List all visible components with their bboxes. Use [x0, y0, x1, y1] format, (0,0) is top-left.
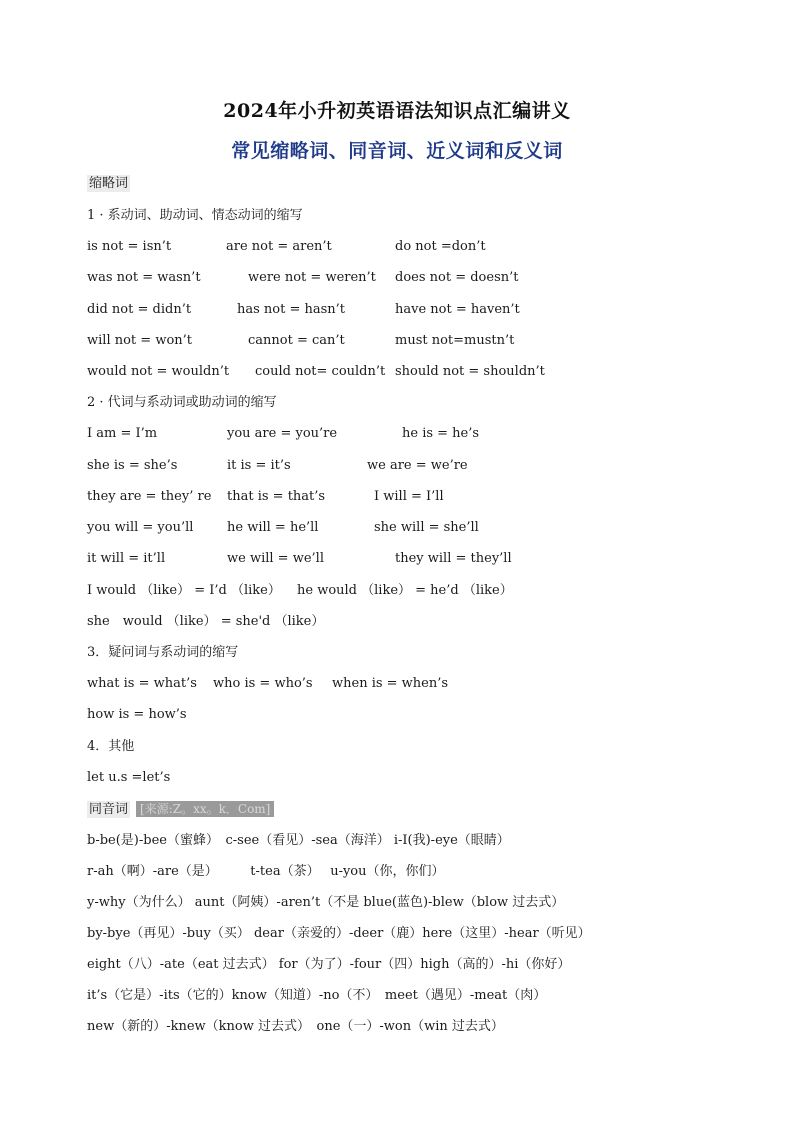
contraction-cell: it will = it’ll	[87, 551, 166, 566]
contraction-cell: must not=mustn’t	[395, 333, 515, 348]
contraction-cell: who is = who’s	[213, 676, 313, 691]
contraction-cell: he will = he’ll	[227, 520, 319, 535]
contraction-cell: he would （like） = he’d （like）	[297, 583, 513, 598]
section-heading-label: 缩略词	[89, 176, 129, 191]
homophone-line: eight（八）-ate（eat 过去式） for（为了）-four（四）high（高的）-hi（你好）	[87, 957, 571, 972]
homophone-line: it’s（它是）-its（它的）know（知道）-no（不） meet（遇见）-meat（肉）	[87, 988, 547, 1003]
contraction-cell: should not = shouldn’t	[395, 364, 545, 379]
contraction-cell: is not = isn’t	[87, 239, 172, 254]
subheading-4: 4．其他	[87, 739, 135, 754]
contraction-cell: were not = weren’t	[248, 270, 376, 285]
contraction-cell: I will = I’ll	[374, 489, 444, 504]
section-heading-label: 同音词	[89, 802, 129, 817]
contraction-cell: we will = we’ll	[227, 551, 324, 566]
contraction-cell: has not = hasn’t	[237, 302, 346, 317]
contraction-cell: does not = doesn’t	[395, 270, 519, 285]
contraction-cell: you will = you’ll	[87, 520, 194, 535]
section-heading-contractions	[87, 176, 130, 192]
document-title: 2024年小升初英语语法知识点汇编讲义	[223, 100, 571, 122]
contraction-cell: when is = when’s	[332, 676, 449, 691]
contraction-cell: they are = they’ re	[87, 489, 212, 504]
homophone-line: new（新的）-knew（know 过去式） one（一）-won（win 过去式）	[87, 1019, 504, 1034]
contraction-cell: will not = won’t	[87, 333, 192, 348]
source-watermark: [来源:Z。xx。k．Com]	[136, 801, 274, 817]
homophone-line: b-be(是)-bee（蜜蜂） c-see（看见）-sea（海洋） i-I(我)-eye（眼睛）	[87, 833, 510, 848]
contraction-line: she would （like） = she'd （like）	[87, 614, 325, 629]
contraction-cell: are not = aren’t	[226, 239, 332, 254]
contraction-cell: he is = he’s	[402, 426, 480, 441]
contraction-cell: did not = didn’t	[87, 302, 192, 317]
homophone-line: by-bye（再见）-buy（买） dear（亲爱的）-deer（鹿）here（这里）-hear（听见）	[87, 926, 591, 941]
homophone-line: y-why（为什么） aunt（阿姨）-aren’t（不是 blue(蓝色)-blew（blow 过去式）	[87, 895, 565, 910]
contraction-cell: that is = that’s	[227, 489, 326, 504]
contraction-cell: I am = I’m	[87, 426, 158, 441]
contraction-line: how is = how’s	[87, 707, 187, 722]
contraction-cell: have not = haven’t	[395, 302, 520, 317]
contraction-cell: she is = she’s	[87, 458, 178, 473]
contraction-cell: they will = they’ll	[395, 551, 512, 566]
section-heading-homophones	[87, 801, 274, 818]
contraction-cell: do not =don’t	[395, 239, 486, 254]
subheading-2: 2 · 代词与系动词或助动词的缩写	[87, 395, 277, 410]
contraction-line: let u.s =let’s	[87, 770, 171, 785]
contraction-cell: you are = you’re	[227, 426, 338, 441]
contraction-cell: she will = she’ll	[374, 520, 479, 535]
subheading-1: 1 · 系动词、助动词、情态动词的缩写	[87, 208, 303, 223]
contraction-cell: could not= couldn’t	[255, 364, 386, 379]
contraction-cell: I would （like） = I’d （like）	[87, 583, 281, 598]
contraction-cell: it is = it’s	[227, 458, 291, 473]
contraction-cell: would not = wouldn’t	[87, 364, 230, 379]
contraction-cell: we are = we’re	[367, 458, 468, 473]
subheading-3: 3．疑问词与系动词的缩写	[87, 645, 239, 660]
homophone-line: r-ah（啊）-are（是） t-tea（茶） u-you（你，你们）	[87, 864, 445, 879]
contraction-cell: was not = wasn’t	[87, 270, 201, 285]
contraction-cell: what is = what’s	[87, 676, 197, 691]
contraction-cell: cannot = can’t	[248, 333, 345, 348]
document-subtitle: 常见缩略词、同音词、近义词和反义词	[231, 140, 563, 162]
